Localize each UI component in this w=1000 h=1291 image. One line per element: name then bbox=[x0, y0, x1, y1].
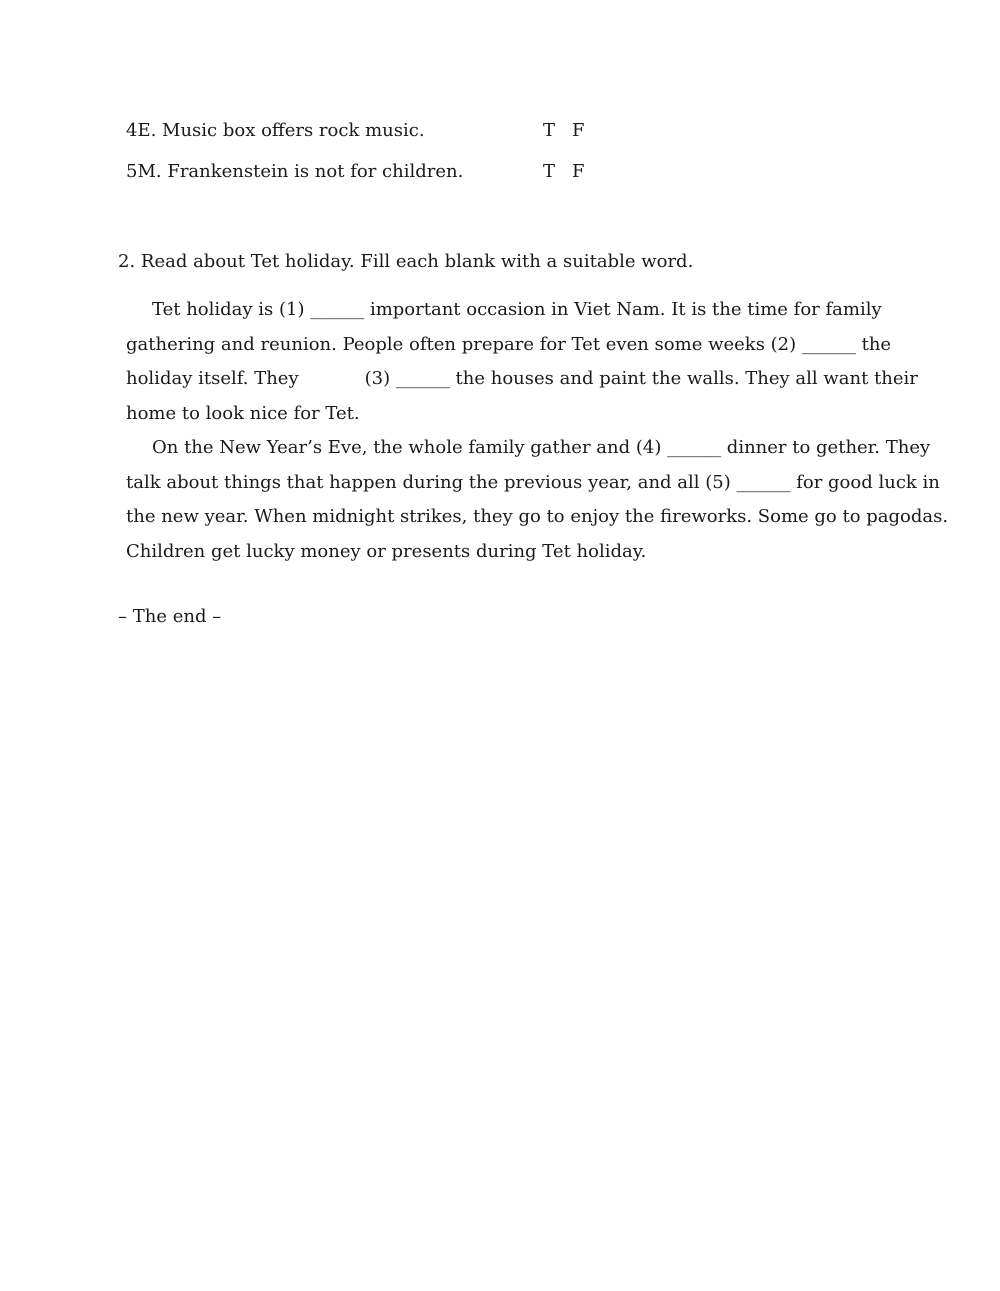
exercise-title: 2. Read about Tet holiday. Fill each blank with a suitable word. bbox=[118, 251, 694, 272]
tf-statement: 5M. Frankenstein is not for children. bbox=[126, 161, 464, 182]
tf-question-4e bbox=[126, 119, 585, 143]
passage-line: Tet holiday is (1) ______ important occasion in Viet Nam. It is the time for family bbox=[152, 299, 882, 320]
end-note: – The end – bbox=[118, 606, 222, 627]
true-option[interactable]: T bbox=[543, 120, 556, 141]
passage-line: home to look nice for Tet. bbox=[126, 403, 360, 424]
passage-line-part: holiday itself. They bbox=[126, 368, 299, 389]
passage-line bbox=[126, 367, 918, 391]
true-option[interactable]: T bbox=[543, 161, 556, 182]
passage-line-part: (3) ______ the houses and paint the walls. They all want their bbox=[364, 368, 918, 389]
passage-line: talk about things that happen during the previous year, and all (5) ______ for good luck in bbox=[126, 472, 940, 493]
tf-question-5m bbox=[126, 160, 585, 184]
false-option[interactable]: F bbox=[572, 161, 585, 182]
passage-line: gathering and reunion. People often prepare for Tet even some weeks (2) ______ the bbox=[126, 334, 892, 355]
passage-line: Children get lucky money or presents during Tet holiday. bbox=[126, 541, 647, 562]
passage-line: On the New Year’s Eve, the whole family gather and (4) ______ dinner to gether. They bbox=[152, 437, 931, 458]
tf-statement: 4E. Music box offers rock music. bbox=[126, 120, 425, 141]
passage-line: the new year. When midnight strikes, they go to enjoy the fireworks. Some go to pagodas. bbox=[126, 506, 949, 527]
false-option[interactable]: F bbox=[572, 120, 585, 141]
